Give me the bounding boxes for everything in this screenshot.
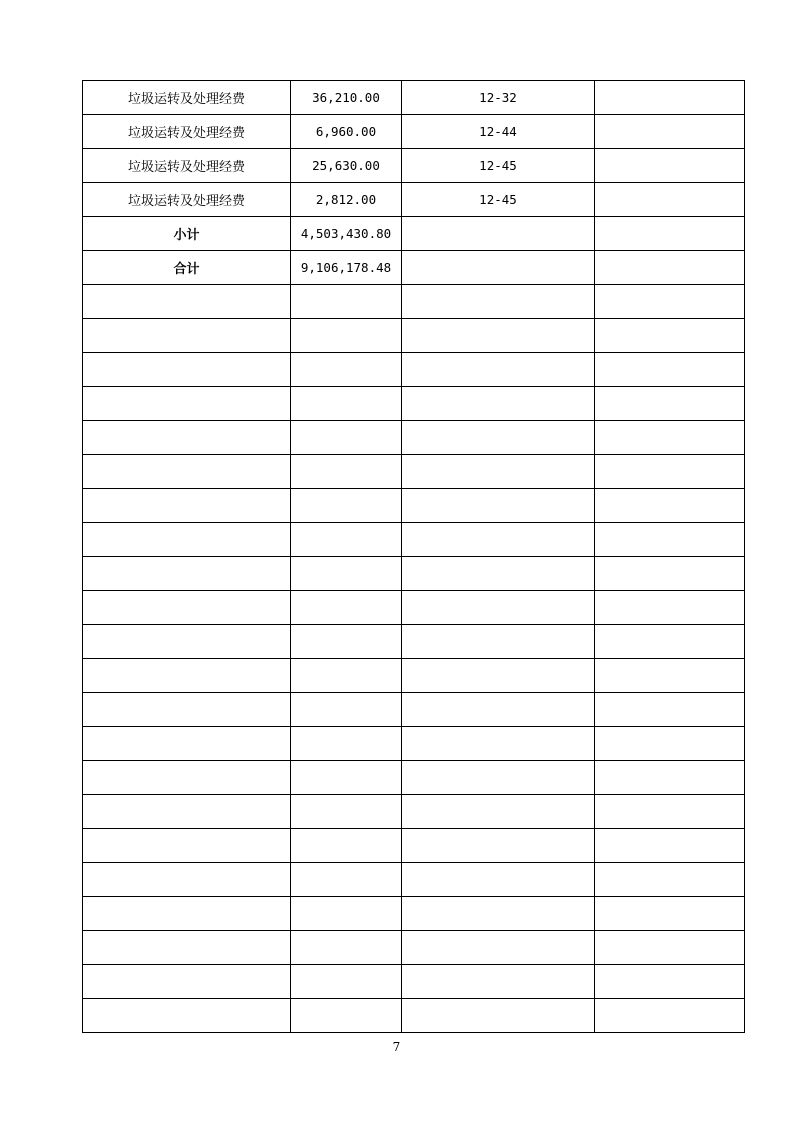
empty-row — [83, 625, 745, 659]
total-row — [83, 251, 745, 285]
empty-cell — [595, 489, 745, 523]
empty-cell — [595, 353, 745, 387]
note-cell — [595, 251, 745, 285]
empty-cell — [402, 693, 595, 727]
item-cell: 垃圾运转及处理经费 — [83, 149, 291, 183]
empty-cell — [291, 523, 402, 557]
note-cell — [595, 115, 745, 149]
empty-cell — [402, 319, 595, 353]
empty-cell — [402, 795, 595, 829]
empty-cell — [402, 387, 595, 421]
empty-cell — [291, 591, 402, 625]
empty-cell — [291, 897, 402, 931]
page-number: 7 — [392, 1040, 401, 1054]
empty-row — [83, 489, 745, 523]
empty-cell — [595, 319, 745, 353]
empty-cell — [83, 931, 291, 965]
empty-cell — [402, 455, 595, 489]
reference-cell: 12-32 — [402, 81, 595, 115]
empty-cell — [83, 455, 291, 489]
empty-cell — [291, 353, 402, 387]
empty-cell — [595, 659, 745, 693]
empty-cell — [291, 795, 402, 829]
empty-cell — [291, 455, 402, 489]
empty-cell — [291, 999, 402, 1033]
empty-cell — [595, 523, 745, 557]
empty-row — [83, 965, 745, 999]
reference-cell: 12-44 — [402, 115, 595, 149]
note-cell — [595, 217, 745, 251]
empty-cell — [595, 693, 745, 727]
empty-cell — [83, 829, 291, 863]
empty-cell — [83, 897, 291, 931]
empty-cell — [291, 931, 402, 965]
reference-cell — [402, 251, 595, 285]
empty-cell — [595, 455, 745, 489]
total-amount: 9,106,178.48 — [291, 251, 402, 285]
empty-cell — [595, 387, 745, 421]
empty-cell — [402, 897, 595, 931]
empty-row — [83, 693, 745, 727]
empty-cell — [595, 727, 745, 761]
empty-cell — [402, 727, 595, 761]
empty-cell — [402, 659, 595, 693]
note-cell — [595, 149, 745, 183]
empty-row — [83, 455, 745, 489]
item-cell: 垃圾运转及处理经费 — [83, 183, 291, 217]
empty-cell — [83, 591, 291, 625]
empty-cell — [83, 693, 291, 727]
empty-cell — [402, 625, 595, 659]
empty-cell — [595, 863, 745, 897]
empty-cell — [291, 693, 402, 727]
empty-cell — [402, 829, 595, 863]
empty-cell — [595, 795, 745, 829]
note-cell — [595, 81, 745, 115]
table-row — [83, 81, 745, 115]
empty-row — [83, 523, 745, 557]
empty-cell — [291, 421, 402, 455]
empty-cell — [291, 761, 402, 795]
empty-cell — [83, 523, 291, 557]
empty-cell — [291, 829, 402, 863]
empty-cell — [402, 999, 595, 1033]
empty-cell — [83, 625, 291, 659]
empty-cell — [402, 591, 595, 625]
empty-row — [83, 829, 745, 863]
total-label: 合计 — [83, 251, 291, 285]
empty-cell — [595, 965, 745, 999]
subtotal-label: 小计 — [83, 217, 291, 251]
reference-cell: 12-45 — [402, 149, 595, 183]
empty-cell — [402, 489, 595, 523]
empty-cell — [83, 489, 291, 523]
empty-cell — [83, 761, 291, 795]
empty-cell — [83, 727, 291, 761]
empty-cell — [595, 897, 745, 931]
empty-cell — [402, 421, 595, 455]
empty-row — [83, 557, 745, 591]
empty-cell — [595, 557, 745, 591]
empty-cell — [595, 285, 745, 319]
empty-cell — [291, 965, 402, 999]
empty-row — [83, 795, 745, 829]
empty-row — [83, 421, 745, 455]
empty-cell — [83, 421, 291, 455]
subtotal-row — [83, 217, 745, 251]
empty-cell — [83, 999, 291, 1033]
empty-cell — [402, 285, 595, 319]
table-row — [83, 149, 745, 183]
empty-cell — [402, 863, 595, 897]
empty-row — [83, 319, 745, 353]
empty-cell — [595, 829, 745, 863]
empty-row — [83, 931, 745, 965]
empty-cell — [595, 931, 745, 965]
amount-cell: 25,630.00 — [291, 149, 402, 183]
empty-row — [83, 999, 745, 1033]
empty-cell — [291, 557, 402, 591]
empty-cell — [595, 591, 745, 625]
empty-cell — [402, 761, 595, 795]
empty-cell — [402, 557, 595, 591]
empty-cell — [291, 863, 402, 897]
empty-cell — [83, 353, 291, 387]
table-row — [83, 115, 745, 149]
empty-cell — [291, 319, 402, 353]
amount-cell: 2,812.00 — [291, 183, 402, 217]
reference-cell: 12-45 — [402, 183, 595, 217]
empty-cell — [291, 659, 402, 693]
empty-row — [83, 863, 745, 897]
expense-table — [82, 80, 745, 1033]
empty-row — [83, 659, 745, 693]
empty-cell — [402, 931, 595, 965]
amount-cell: 6,960.00 — [291, 115, 402, 149]
reference-cell — [402, 217, 595, 251]
empty-row — [83, 387, 745, 421]
empty-cell — [291, 387, 402, 421]
empty-cell — [291, 285, 402, 319]
subtotal-amount: 4,503,430.80 — [291, 217, 402, 251]
empty-cell — [402, 965, 595, 999]
empty-row — [83, 285, 745, 319]
table-row — [83, 183, 745, 217]
empty-cell — [83, 659, 291, 693]
empty-cell — [402, 353, 595, 387]
item-cell: 垃圾运转及处理经费 — [83, 115, 291, 149]
empty-cell — [83, 863, 291, 897]
empty-cell — [595, 625, 745, 659]
empty-cell — [83, 387, 291, 421]
expense-table-body — [83, 81, 745, 1033]
empty-cell — [402, 523, 595, 557]
note-cell — [595, 183, 745, 217]
empty-cell — [291, 727, 402, 761]
empty-cell — [291, 489, 402, 523]
empty-cell — [83, 795, 291, 829]
empty-cell — [595, 999, 745, 1033]
empty-cell — [291, 625, 402, 659]
item-cell: 垃圾运转及处理经费 — [83, 81, 291, 115]
empty-cell — [83, 557, 291, 591]
empty-row — [83, 761, 745, 795]
empty-cell — [83, 319, 291, 353]
empty-cell — [83, 285, 291, 319]
empty-row — [83, 897, 745, 931]
empty-row — [83, 727, 745, 761]
empty-cell — [595, 761, 745, 795]
empty-row — [83, 591, 745, 625]
empty-row — [83, 353, 745, 387]
amount-cell: 36,210.00 — [291, 81, 402, 115]
empty-cell — [595, 421, 745, 455]
empty-cell — [83, 965, 291, 999]
